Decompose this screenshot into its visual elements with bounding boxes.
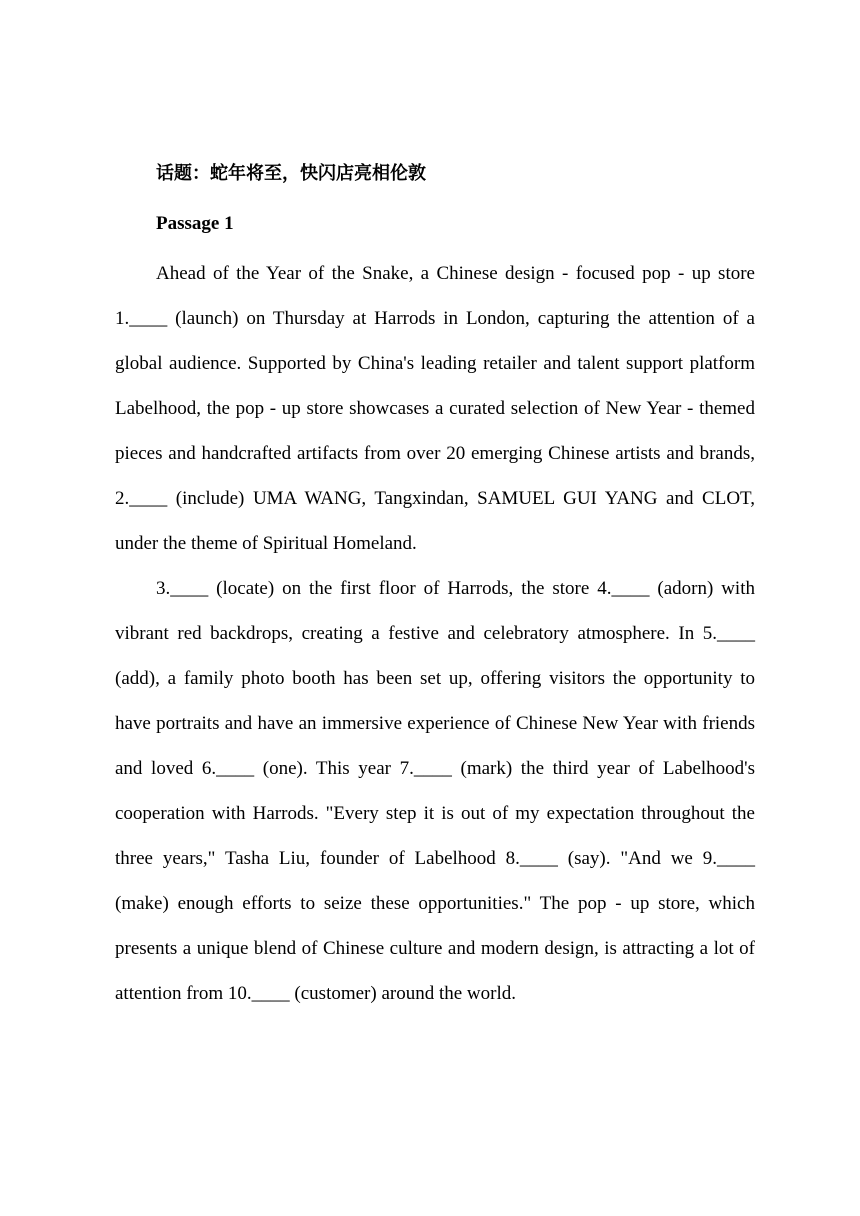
passage-title: Passage 1 — [156, 213, 234, 234]
topic-heading: 话题：蛇年将至，快闪店亮相伦敦 — [156, 163, 426, 184]
paragraph-2: 3.____ (locate) on the first floor of Harrods, the store 4.____ (adorn) with vibrant red backdrops, creating a festive and celebratory atmosphere. In 5.____ (add), a family photo booth has been set up, offering visitors the opportunity to have portraits and have an immersive experience of Chinese New Year with friends and loved 6.____ (one). This year 7.____ (mark) the third year of Labelhood's cooperation with Harrods. "Every step it is out of my expectation throughout the three years," Tasha Liu, founder of Labelhood 8.____ (say). "And we 9.____ (make) enough efforts to seize these opportunities." The pop - up store, which presents a unique blend of Chinese culture and modern design, is attracting a lot of attention from 10.____ (customer) around the world. — [115, 578, 755, 1004]
paragraph-1: Ahead of the Year of the Snake, a Chinese design - focused pop - up store 1.____ (launch) on Thursday at Harrods in London, capturing the attention of a global audience. Supported by China's leading retailer and talent support platform Labelhood, the pop - up store showcases a curated selection of New Year - themed pieces and handcrafted artifacts from over 20 emerging Chinese artists and brands, 2.____ (include) UMA WANG, Tangxindan, SAMUEL GUI YANG and CLOT, under the theme of Spiritual Homeland. — [115, 263, 755, 554]
